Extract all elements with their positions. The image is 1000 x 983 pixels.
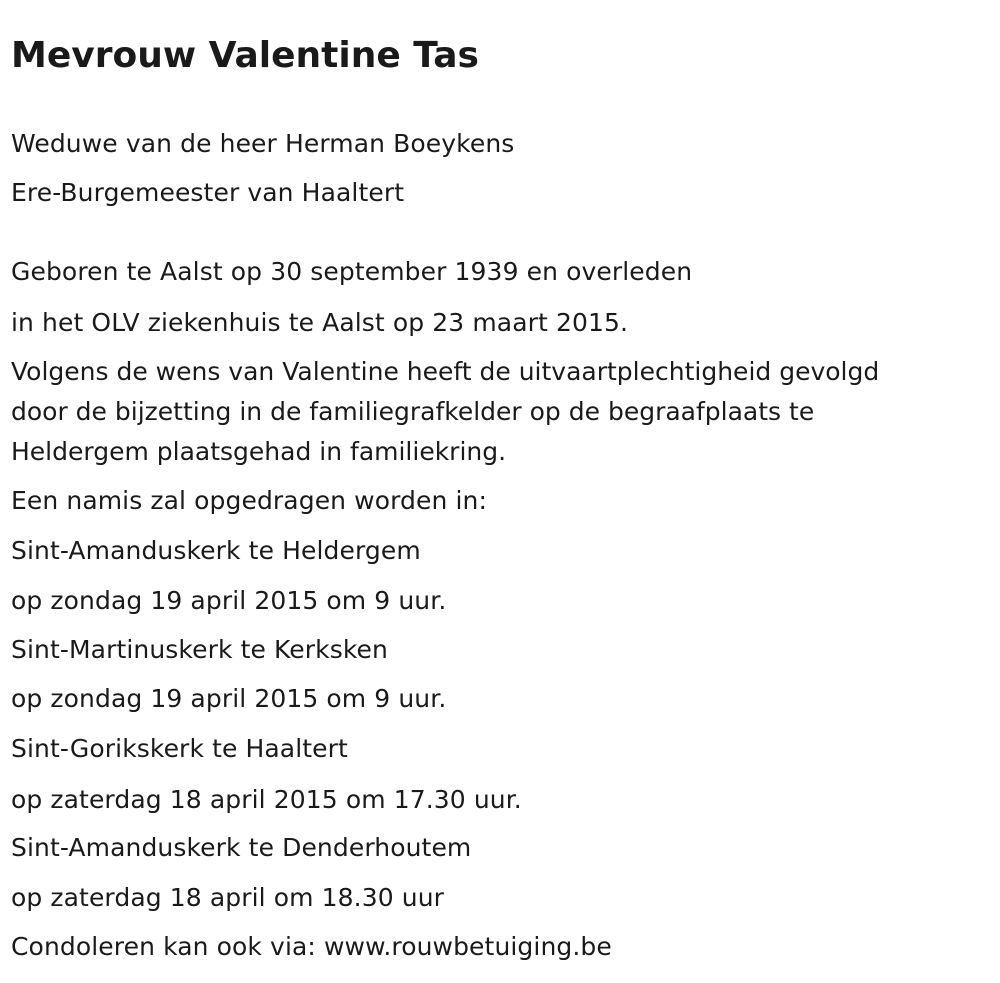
widow-of-line: Weduwe van de heer Herman Boeykens (11, 129, 515, 158)
mass-time-4: op zaterdag 18 april om 18.30 uur (11, 883, 445, 912)
born-line-2: in het OLV ziekenhuis te Aalst op 23 maart 2015. (11, 308, 629, 337)
funeral-wish-line: door de bijzetting in de familiegrafkelder op de begraafplaats te (11, 397, 815, 426)
mass-church-2: Sint-Martinuskerk te Kerksken (11, 635, 388, 664)
funeral-wish-paragraph (11, 352, 986, 472)
deceased-name: Mevrouw Valentine Tas (11, 35, 479, 76)
mass-time-3: op zaterdag 18 april 2015 om 17.30 uur. (11, 785, 522, 814)
condolence-line: Condoleren kan ook via: www.rouwbetuiging.be (11, 932, 612, 961)
mass-intro-line: Een namis zal opgedragen worden in: (11, 486, 487, 515)
mass-church-1: Sint-Amanduskerk te Heldergem (11, 536, 421, 565)
husband-title-line: Ere-Burgemeester van Haaltert (11, 178, 405, 207)
mass-time-2: op zondag 19 april 2015 om 9 uur. (11, 684, 447, 713)
funeral-wish-line: Heldergem plaatsgehad in familiekring. (11, 437, 507, 466)
born-line-1: Geboren te Aalst op 30 september 1939 en overleden (11, 257, 693, 286)
mass-church-4: Sint-Amanduskerk te Denderhoutem (11, 833, 472, 862)
mass-time-1: op zondag 19 april 2015 om 9 uur. (11, 586, 447, 615)
mass-church-3: Sint-Gorikskerk te Haaltert (11, 734, 348, 763)
funeral-wish-line: Volgens de wens van Valentine heeft de uitvaartplechtigheid gevolgd (11, 357, 880, 386)
